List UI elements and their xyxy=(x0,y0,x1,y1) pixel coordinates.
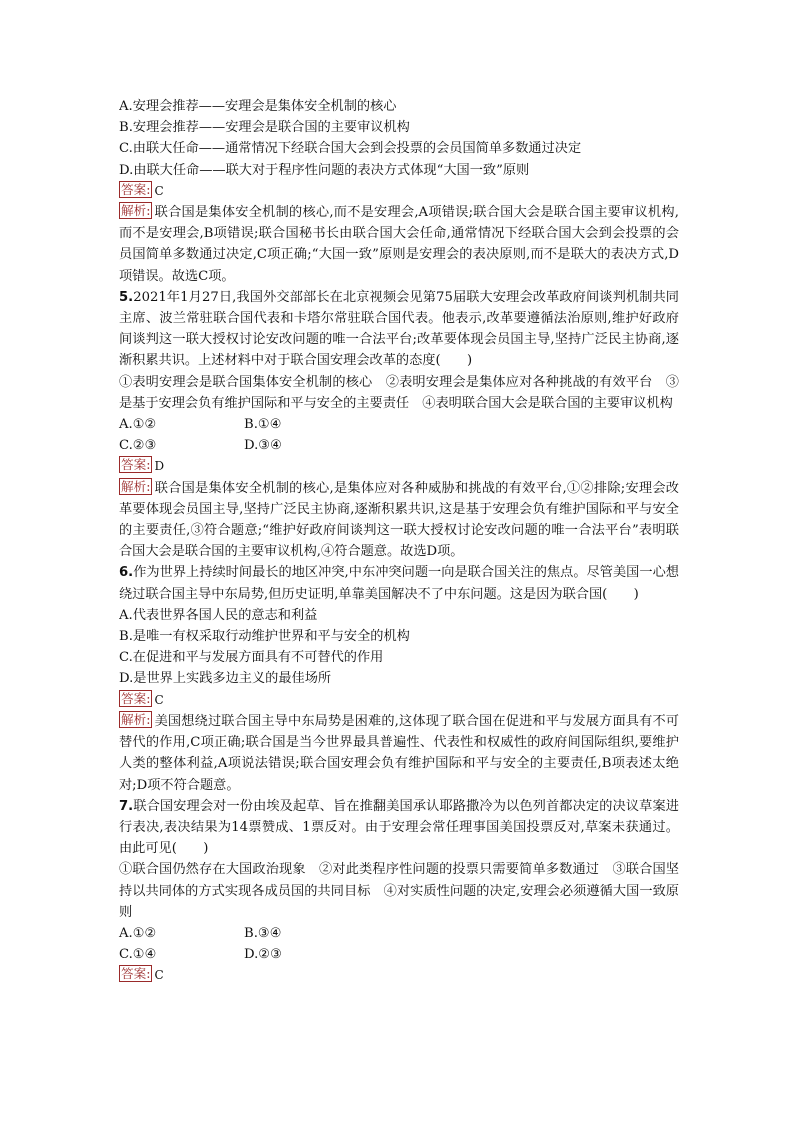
option-a: A.①② xyxy=(119,417,157,433)
analysis-tag: 解析: xyxy=(121,711,151,727)
question-5-statements: ①表明安理会是联合国集体安全机制的核心 ②表明安理会是集体应对各种挑战的有效平台 ③是基于安理会负有维护国际和平与安全的主要责任 ④表明联合国大会是联合国的主要审议机构 xyxy=(119,374,679,411)
option-d: D.③④ xyxy=(244,438,282,454)
option-a: A.代表世界各国人民的意志和利益 xyxy=(119,607,318,623)
analysis-tag: 解析: xyxy=(121,478,151,494)
document-page xyxy=(119,96,679,987)
answer-tag: 答案: xyxy=(121,966,151,982)
option-c: C.②③ xyxy=(119,438,157,454)
option-b: B.①④ xyxy=(244,417,282,433)
answer-line-5 xyxy=(119,456,679,477)
option-d: D.由联大任命——联大对于程序性问题的表决方式体现“大国一致”原则 xyxy=(119,162,530,178)
option-c: C.①④ xyxy=(119,947,157,963)
analysis-text: 美国想绕过联合国主导中东局势是困难的,这体现了联合国在促进和平与发展方面具有不可替代的作用,C项正确;联合国是当今世界最具普遍性、代表性和权威性的政府间国际组织,要维护人类的整体利益,A项说法错误;联合国安理会负有维护国际和平与安全的主要责任,B项表述太绝对;D项不符合题意。 xyxy=(119,713,679,793)
answer-value: D xyxy=(154,459,165,474)
options-block-1 xyxy=(119,96,679,181)
option-b: B.是唯一有权采取行动维护世界和平与安全的机构 xyxy=(119,629,410,645)
answer-value: C xyxy=(154,183,164,198)
question-7-options-row-1 xyxy=(119,923,679,944)
answer-line-1 xyxy=(119,181,679,202)
question-7-stem xyxy=(119,796,679,860)
question-7-options-row-2 xyxy=(119,944,679,965)
answer-line-6 xyxy=(119,690,679,711)
answer-value: C xyxy=(154,968,164,983)
answer-line-7 xyxy=(119,965,679,986)
question-5-stem xyxy=(119,287,679,372)
option-a: A.①② xyxy=(119,925,157,941)
answer-value: C xyxy=(154,692,164,707)
option-c: C.由联大任命——通常情况下经联合国大会到会投票的会员国简单多数通过决定 xyxy=(119,141,582,157)
question-5-options-row-2 xyxy=(119,435,679,456)
answer-tag: 答案: xyxy=(121,690,151,706)
question-number: 6. xyxy=(119,565,134,581)
question-number: 7. xyxy=(119,798,134,814)
analysis-5 xyxy=(119,478,679,563)
option-b: B.③④ xyxy=(244,925,282,941)
answer-tag: 答案: xyxy=(121,457,151,473)
question-text: 联合国安理会对一份由埃及起草、旨在推翻美国承认耶路撒冷为以色列首都决定的决议草案进行表决,表决结果为14票赞成、1票反对。由于安理会常任理事国美国投票反对,草案未获通过。由此可见( ) xyxy=(119,798,679,857)
question-7-statements: ①联合国仍然存在大国政治现象 ②对此类程序性问题的投票只需要简单多数通过 ③联合国坚持以共同体的方式实现各成员国的共同目标 ④对实质性问题的决定,安理会必须遵循大国一致原则 xyxy=(119,862,679,920)
option-d: D.②③ xyxy=(244,947,282,963)
analysis-1 xyxy=(119,202,679,287)
question-number: 5. xyxy=(119,289,134,305)
analysis-text: 联合国是集体安全机制的核心,而不是安理会,A项错误;联合国大会是联合国主要审议机构,而不是安理会,B项错误;联合国秘书长由联合国大会任命,通常情况下经联合国大会到会投票的会员国简单多数通过决定,C项正确;“大国一致”原则是安理会的表决原则,而不是联大的表决方式,D项错误。故选C项。 xyxy=(119,205,679,284)
option-c: C.在促进和平与发展方面具有不可替代的作用 xyxy=(119,650,384,666)
answer-tag: 答案: xyxy=(121,181,151,197)
question-5-options-row-1 xyxy=(119,414,679,435)
analysis-tag: 解析: xyxy=(121,203,151,219)
analysis-text: 联合国是集体安全机制的核心,是集体应对各种威胁和挑战的有效平台,①②排除;安理会改革要体现会员国主导,坚持广泛民主协商,逐渐积累共识,这是基于安理会负有维护国际和平与安全的主要责任,③符合题意;“维护好政府间谈判这一联大授权讨论安改问题的唯一合法平台”表明联合国大会是联合国的主要审议机构,④符合题意。故选D项。 xyxy=(119,480,679,560)
option-a: A.安理会推荐——安理会是集体安全机制的核心 xyxy=(119,99,397,114)
option-d: D.是世界上实践多边主义的最佳场所 xyxy=(119,671,332,687)
question-6-stem xyxy=(119,562,679,604)
question-text: 2021年1月27日,我国外交部部长在北京视频会见第75届联大安理会改革政府间谈判机制共同主席、波兰常驻联合国代表和卡塔尔常驻联合国代表。他表示,改革要遵循法治原则,维护好政府间谈判这一联大授权讨论安改问题的唯一合法平台;改革要体现会员国主导,坚持广泛民主协商,逐渐积累共识。上述材料中对于联合国安理会改革的态度( ) xyxy=(119,289,679,369)
question-text: 作为世界上持续时间最长的地区冲突,中东冲突问题一向是联合国关注的焦点。尽管美国一心想绕过联合国主导中东局势,但历史证明,单靠美国解决不了中东问题。这是因为联合国( ) xyxy=(119,565,679,602)
option-b: B.安理会推荐——安理会是联合国的主要审议机构 xyxy=(119,120,410,136)
analysis-6 xyxy=(119,711,679,796)
